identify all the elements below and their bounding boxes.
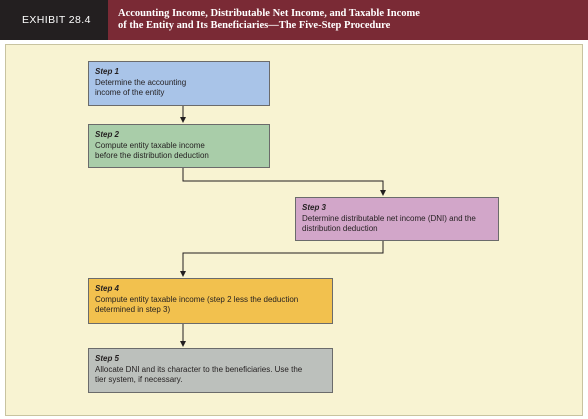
step-2-label: Step 2 [95,130,120,139]
step-1-line-1: Determine the accounting [95,78,187,87]
step-3-box [295,197,499,241]
exhibit-title-line-2: of the Entity and Its Beneficiaries—The Five-Step Procedure [118,20,391,31]
step-4-label: Step 4 [95,284,120,293]
step-2-line-2: before the distribution deduction [95,151,209,160]
step-3-line-1: Determine distributable net income (DNI) and the [302,214,476,223]
step-2-line-1: Compute entity taxable income [95,141,205,150]
exhibit-label-box [6,2,106,38]
step-1-line-2: income of the entity [95,88,165,97]
exhibit-label: EXHIBIT 28.4 [6,2,106,38]
step-4-line-1: Compute entity taxable income (step 2 less the deduction [95,295,299,304]
step-1-label: Step 1 [95,67,120,76]
exhibit-header [0,0,588,40]
step-5-label: Step 5 [95,354,120,363]
step-3-label: Step 3 [302,203,327,212]
step-3-line-2: distribution deduction [302,224,378,233]
step-5-line-2: tier system, if necessary. [95,375,183,384]
step-5-line-1: Allocate DNI and its character to the beneficiaries. Use the [95,365,303,374]
exhibit-title [108,0,588,40]
exhibit-title-line-1: Accounting Income, Distributable Net Income, and Taxable Income [118,8,420,19]
step-5-box [88,348,333,393]
step-4-box [88,278,333,324]
step-2-box [88,124,270,168]
step-4-line-2: determined in step 3) [95,305,171,314]
step-1-box [88,61,270,106]
